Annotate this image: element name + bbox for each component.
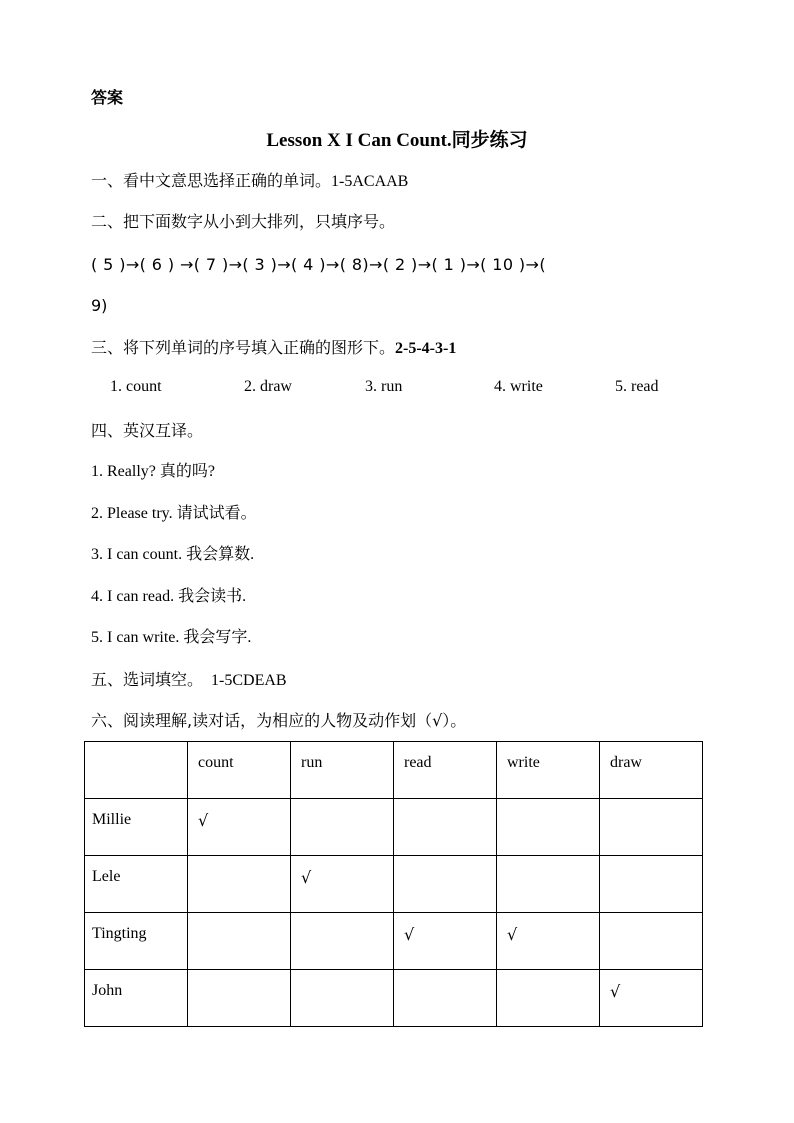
table-header-cell: read <box>394 742 497 799</box>
table-header-cell: run <box>291 742 394 799</box>
table-header-row <box>85 742 703 799</box>
check-mark-cell <box>600 913 703 970</box>
section-2-label: 二、把下面数字从小到大排列，只填序号。 <box>91 212 396 231</box>
check-mark-cell <box>291 799 394 856</box>
check-mark-cell <box>600 799 703 856</box>
section-1-answer: 1-5ACAAB <box>331 173 409 190</box>
section-2-sequence-line2: 9) <box>91 296 108 315</box>
section-1 <box>91 171 408 192</box>
action-table <box>84 741 703 1027</box>
title-suffix: 同步练习 <box>451 129 528 151</box>
check-mark-cell <box>291 913 394 970</box>
page-title <box>0 128 794 153</box>
check-mark-cell <box>394 799 497 856</box>
check-mark-cell <box>188 970 291 1027</box>
word-item: 5. read <box>615 378 659 395</box>
section-4-label: 四、英汉互译。 <box>91 421 204 440</box>
table-header-cell: draw <box>600 742 703 799</box>
check-mark-cell <box>291 970 394 1027</box>
word-item: 1. count <box>110 378 162 395</box>
translation-item: 1. Really? 真的吗? <box>91 463 215 480</box>
table-header-cell <box>85 742 188 799</box>
table-row-name: Tingting <box>85 913 188 970</box>
check-mark-cell: √ <box>600 970 703 1027</box>
table-row-name: John <box>85 970 188 1027</box>
table-row-name: Millie <box>85 799 188 856</box>
section-5-label: 五、选词填空。 <box>91 670 204 689</box>
check-mark-cell: √ <box>394 913 497 970</box>
check-mark-cell <box>497 799 600 856</box>
word-item: 2. draw <box>244 378 292 395</box>
check-mark-cell <box>188 913 291 970</box>
table-row <box>85 913 703 970</box>
check-mark-cell <box>497 856 600 913</box>
table-row <box>85 799 703 856</box>
table-row <box>85 970 703 1027</box>
translation-item: 5. I can write. 我会写字. <box>91 629 252 646</box>
section-3-label: 三、将下列单词的序号填入正确的图形下。 <box>91 338 396 357</box>
section-3-answer: 2-5-4-3-1 <box>395 340 457 357</box>
word-item: 3. run <box>365 378 403 395</box>
title-lesson: Lesson X I Can Count. <box>266 130 452 151</box>
answer-label: 答案 <box>91 88 124 107</box>
section-1-label: 一、看中文意思选择正确的单词。 <box>91 171 332 190</box>
table-row <box>85 856 703 913</box>
section-2-sequence-line1: ( 5 )→( 6 ) →( 7 )→( 3 )→( 4 )→( 8)→( 2 )→( 1 )→( 10 )→( <box>91 255 547 274</box>
section-5 <box>91 670 287 691</box>
section-6-label: 六、阅读理解,读对话，为相应的人物及动作划（√）。 <box>91 711 467 730</box>
check-mark-cell <box>497 970 600 1027</box>
section-3 <box>91 338 456 359</box>
check-mark-cell <box>600 856 703 913</box>
translation-item: 2. Please try. 请试试看。 <box>91 505 257 522</box>
word-item: 4. write <box>494 378 543 395</box>
check-mark-cell: √ <box>188 799 291 856</box>
check-mark-cell: √ <box>497 913 600 970</box>
table-row-name: Lele <box>85 856 188 913</box>
check-mark-cell <box>188 856 291 913</box>
translation-item: 4. I can read. 我会读书. <box>91 588 247 605</box>
table-header-cell: write <box>497 742 600 799</box>
translation-item: 3. I can count. 我会算数. <box>91 546 255 563</box>
check-mark-cell <box>394 970 497 1027</box>
section-3-word-list <box>0 378 794 398</box>
section-5-answer: 1-5CDEAB <box>211 672 287 689</box>
check-mark-cell: √ <box>291 856 394 913</box>
table-header-cell: count <box>188 742 291 799</box>
check-mark-cell <box>394 856 497 913</box>
